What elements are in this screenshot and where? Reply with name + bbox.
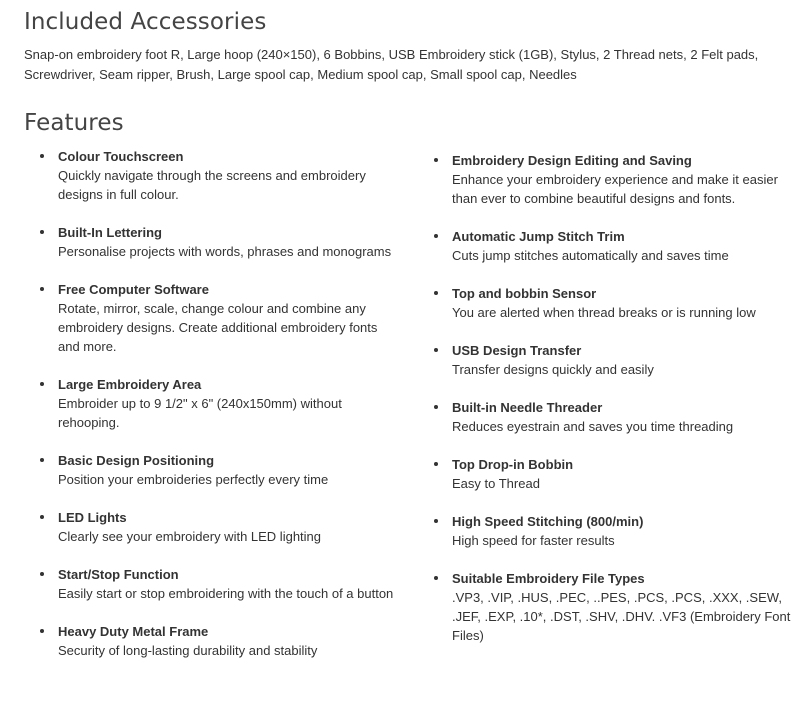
feature-item-heavy-duty-metal-frame	[40, 622, 400, 660]
feature-description: Transfer designs quickly and easily	[452, 362, 654, 377]
feature-name: Suitable Embroidery File Types	[452, 571, 645, 586]
bullet-icon	[40, 572, 44, 576]
feature-name: Start/Stop Function	[58, 567, 179, 582]
features-right-column	[434, 151, 794, 645]
feature-item-bobbin-sensor	[434, 284, 794, 322]
feature-item-jump-stitch-trim	[434, 227, 794, 265]
bullet-icon	[40, 515, 44, 519]
feature-item-drop-in-bobbin	[434, 455, 794, 493]
feature-description: Clearly see your embroidery with LED lighting	[58, 529, 322, 544]
feature-item-usb-design-transfer	[434, 341, 794, 379]
bullet-icon	[434, 462, 438, 466]
feature-description: Easy to Thread	[452, 476, 540, 491]
feature-name: Top Drop-in Bobbin	[452, 457, 574, 472]
feature-name: Embroidery Design Editing and Saving	[452, 153, 692, 168]
bullet-icon	[40, 287, 44, 291]
feature-description: Cuts jump stitches automatically and saves time	[452, 248, 729, 263]
feature-name: LED Lights	[58, 510, 127, 525]
feature-description: Security of long-lasting durability and stability	[58, 643, 318, 658]
feature-description: Quickly navigate through the screens and embroidery designs in full colour.	[58, 168, 366, 202]
feature-item-led-lights	[40, 508, 400, 546]
feature-item-free-computer-software	[40, 280, 400, 356]
feature-description: Reduces eyestrain and saves you time threading	[452, 419, 734, 434]
feature-item-needle-threader	[434, 398, 794, 436]
feature-item-colour-touchscreen	[40, 147, 400, 204]
feature-name: Automatic Jump Stitch Trim	[452, 229, 625, 244]
feature-name: Built-in Needle Threader	[452, 400, 603, 415]
bullet-icon	[434, 348, 438, 352]
feature-name: USB Design Transfer	[452, 343, 582, 358]
bullet-icon	[434, 158, 438, 162]
bullet-icon	[40, 154, 44, 158]
feature-description: You are alerted when thread breaks or is running low	[452, 305, 756, 320]
bullet-icon	[40, 629, 44, 633]
bullet-icon	[40, 230, 44, 234]
features-heading: Features	[24, 110, 124, 136]
feature-description: Personalise projects with words, phrases and monograms	[58, 244, 392, 259]
feature-description: Easily start or stop embroidering with the touch of a button	[58, 586, 394, 601]
feature-name: Basic Design Positioning	[58, 453, 215, 468]
feature-name: Free Computer Software	[58, 282, 209, 297]
feature-name: High Speed Stitching (800/min)	[452, 514, 644, 529]
feature-name: Colour Touchscreen	[58, 149, 184, 164]
feature-item-large-embroidery-area	[40, 375, 400, 432]
features-left-column	[40, 147, 400, 660]
feature-description: Position your embroideries perfectly every time	[58, 472, 329, 487]
feature-name: Built-In Lettering	[58, 225, 162, 240]
feature-description: High speed for faster results	[452, 533, 615, 548]
feature-item-file-types	[434, 569, 794, 645]
feature-name: Top and bobbin Sensor	[452, 286, 597, 301]
feature-item-basic-design-positioning	[40, 451, 400, 489]
bullet-icon	[434, 576, 438, 580]
accessories-list-text: Snap-on embroidery foot R, Large hoop (240×150), 6 Bobbins, USB Embroidery stick (1GB), Stylus, 2 Thread nets, 2 Felt pads, Screwdriver, Seam ripper, Brush, Large spool cap, Medium spool cap, Small spool cap, Needles	[24, 47, 759, 82]
bullet-icon	[40, 458, 44, 462]
feature-description: Rotate, mirror, scale, change colour and combine any embroidery designs. Create additional embroidery fonts and more.	[58, 301, 378, 354]
feature-description: Enhance your embroidery experience and make it easier than ever to combine beautiful designs and fonts.	[452, 172, 778, 206]
feature-item-start-stop-function	[40, 565, 400, 603]
bullet-icon	[434, 405, 438, 409]
feature-item-built-in-lettering	[40, 223, 400, 261]
feature-name: Large Embroidery Area	[58, 377, 202, 392]
bullet-icon	[434, 519, 438, 523]
feature-item-design-editing-saving	[434, 151, 794, 208]
bullet-icon	[40, 382, 44, 386]
feature-item-high-speed-stitching	[434, 512, 794, 550]
feature-name: Heavy Duty Metal Frame	[58, 624, 209, 639]
feature-description: .VP3, .VIP, .HUS, .PEC, ..PES, .PCS, .PCS, .XXX, .SEW, .JEF, .EXP, .10*, .DST, .SHV, .DHV. .VF3 (Embroidery Font Files)	[452, 590, 791, 643]
bullet-icon	[434, 234, 438, 238]
bullet-icon	[434, 291, 438, 295]
accessories-heading: Included Accessories	[24, 9, 267, 35]
feature-description: Embroider up to 9 1/2" x 6" (240x150mm) without rehooping.	[58, 396, 342, 430]
